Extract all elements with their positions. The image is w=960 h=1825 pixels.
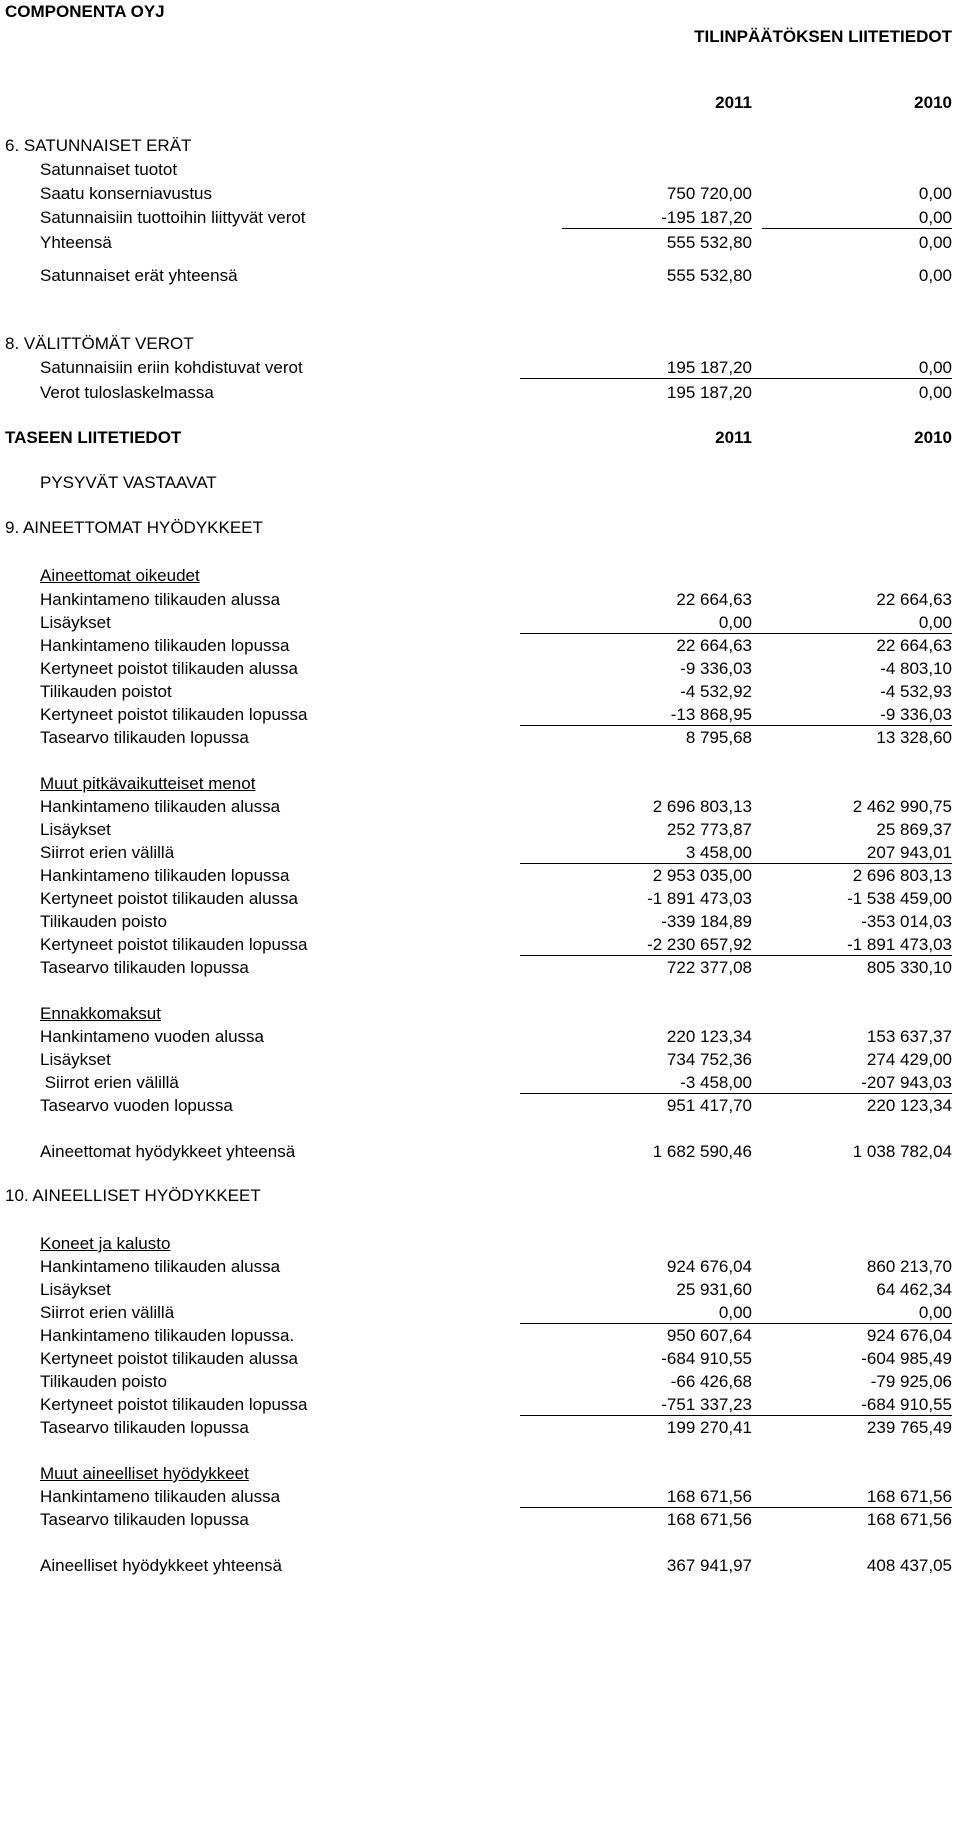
row-label: Hankintameno tilikauden alussa: [40, 590, 281, 609]
row-label: Kertyneet poistot tilikauden alussa: [40, 1349, 298, 1368]
row-value-2011: 924 676,04: [666, 1257, 752, 1276]
row-value-2010: 860 213,70: [866, 1257, 952, 1276]
row-value-2010: -684 910,55: [716, 1395, 952, 1416]
row-value-2010: -9 336,03: [716, 705, 952, 726]
row-value-2011: 195 187,20: [666, 383, 752, 402]
year-2011: 2011: [715, 93, 752, 112]
row-value-2011: 555 532,80: [666, 266, 752, 285]
row-value-2010: 0,00: [918, 266, 952, 285]
row-value-2010: 168 671,56: [866, 1510, 952, 1529]
row-value-2011: -339 184,89: [661, 912, 752, 931]
row-label: Tilikauden poisto: [40, 1372, 167, 1391]
section-8-title: 8. VÄLITTÖMÄT VEROT: [5, 334, 194, 353]
row-value-2011: 0,00: [520, 1303, 752, 1324]
row-label: Hankintameno tilikauden alussa: [40, 797, 281, 816]
row-label: Tasearvo tilikauden lopussa: [40, 728, 249, 747]
row-value-2011: 2 953 035,00: [652, 866, 752, 885]
row-label: Siirrot erien välillä: [40, 1303, 175, 1322]
group-heading: Aineettomat oikeudet: [40, 566, 200, 585]
total-label: Aineettomat hyödykkeet yhteensä: [40, 1142, 296, 1161]
row-label: Tasearvo tilikauden lopussa: [40, 1418, 249, 1437]
row-value-2011: -195 187,20: [562, 208, 752, 229]
company-name: COMPONENTA OYJ: [5, 2, 165, 21]
group-heading: Koneet ja kalusto: [40, 1234, 171, 1253]
row-value-2010: 2 696 803,13: [852, 866, 952, 885]
row-value-2011: -4 532,92: [680, 682, 752, 701]
row-value-2011: 722 377,08: [666, 958, 752, 977]
row-value-2010: 0,00: [918, 184, 952, 203]
row-value-2010: 25 869,37: [876, 820, 952, 839]
fixed-assets-heading: PYSYVÄT VASTAAVAT: [40, 473, 217, 492]
row-value-2011: 8 795,68: [685, 728, 752, 747]
row-value-2010: 22 664,63: [876, 636, 952, 655]
row-value-2011: -684 910,55: [661, 1349, 752, 1368]
row-value-2010: -207 943,03: [716, 1073, 952, 1094]
row-label: Lisäykset: [40, 1050, 111, 1069]
row-value-2010: -4 532,93: [880, 682, 952, 701]
row-label: Kertyneet poistot tilikauden lopussa: [40, 935, 308, 954]
row-value-2010: 153 637,37: [866, 1027, 952, 1046]
row-label: Lisäykset: [40, 820, 111, 839]
row-label: Hankintameno tilikauden lopussa: [40, 866, 290, 885]
row-value-2010: 207 943,01: [716, 843, 952, 864]
group-heading: Muut aineelliset hyödykkeet: [40, 1464, 249, 1483]
row-label: Lisäykset: [40, 613, 111, 632]
document-title: TILINPÄÄTÖKSEN LIITETIEDOT: [694, 27, 952, 46]
row-value-2010: 2 462 990,75: [852, 797, 952, 816]
row-value-2011: -9 336,03: [680, 659, 752, 678]
section-6-title: 6. SATUNNAISET ERÄT: [5, 136, 192, 155]
row-value-2010: 64 462,34: [876, 1280, 952, 1299]
row-value-2010: 168 671,56: [716, 1487, 952, 1508]
row-value-2010: 220 123,34: [866, 1096, 952, 1115]
row-value-2010: 0,00: [918, 233, 952, 252]
row-label: Kertyneet poistot tilikauden alussa: [40, 889, 298, 908]
balance-notes-title: TASEEN LIITETIEDOT: [5, 428, 182, 447]
row-value-2011: 199 270,41: [666, 1418, 752, 1437]
row-label: Tasearvo tilikauden lopussa: [40, 958, 249, 977]
row-value-2010: -1 891 473,03: [716, 935, 952, 956]
row-value-2010: 22 664,63: [876, 590, 952, 609]
row-label: Kertyneet poistot tilikauden alussa: [40, 659, 298, 678]
year-2010: 2010: [914, 93, 952, 112]
group-heading: Ennakkomaksut: [40, 1004, 161, 1023]
row-value-2011: -13 868,95: [520, 705, 752, 726]
row-value-2011: 168 671,56: [666, 1510, 752, 1529]
total-value-2010: 408 437,05: [866, 1556, 952, 1575]
section-6-subheading: Satunnaiset tuotot: [40, 160, 178, 179]
total-value-2010: 1 038 782,04: [852, 1142, 952, 1161]
row-label: Tasearvo vuoden lopussa: [40, 1096, 233, 1115]
row-value-2010: 0,00: [716, 613, 952, 634]
row-value-2010: 0,00: [918, 383, 952, 402]
row-value-2011: 750 720,00: [666, 184, 752, 203]
row-label: Kertyneet poistot tilikauden lopussa: [40, 1395, 308, 1414]
row-value-2011: -66 426,68: [670, 1372, 752, 1391]
row-value-2010: -604 985,49: [861, 1349, 952, 1368]
row-value-2011: -2 230 657,92: [520, 935, 752, 956]
row-label: Verot tuloslaskelmassa: [40, 383, 214, 402]
row-value-2010: 0,00: [762, 208, 952, 229]
row-value-2010: 0,00: [716, 1303, 952, 1324]
row-value-2011: 195 187,20: [520, 358, 752, 379]
row-label: Saatu konserniavustus: [40, 184, 212, 203]
row-label: Hankintameno vuoden alussa: [40, 1027, 264, 1046]
group-heading: Muut pitkävaikutteiset menot: [40, 774, 256, 793]
row-label: Satunnaisiin eriin kohdistuvat verot: [40, 358, 303, 377]
total-value-2011: 367 941,97: [666, 1556, 752, 1575]
row-value-2011: 22 664,63: [676, 590, 752, 609]
section-10-title: 10. AINEELLISET HYÖDYKKEET: [5, 1186, 261, 1205]
row-value-2010: -79 925,06: [870, 1372, 952, 1391]
row-value-2010: -4 803,10: [880, 659, 952, 678]
row-label: Hankintameno tilikauden lopussa.: [40, 1326, 295, 1345]
year-2010: 2010: [914, 428, 952, 447]
row-value-2011: 951 417,70: [666, 1096, 752, 1115]
row-value-2010: -1 538 459,00: [847, 889, 952, 908]
row-value-2011: 168 671,56: [520, 1487, 752, 1508]
row-label: Hankintameno tilikauden alussa: [40, 1487, 281, 1506]
section-9-title: 9. AINEETTOMAT HYÖDYKKEET: [5, 518, 263, 537]
row-label: Tasearvo tilikauden lopussa: [40, 1510, 249, 1529]
total-label: Aineelliset hyödykkeet yhteensä: [40, 1556, 282, 1575]
row-label: Siirrot erien välillä: [40, 843, 175, 862]
row-value-2011: 220 123,34: [666, 1027, 752, 1046]
row-value-2011: -1 891 473,03: [647, 889, 752, 908]
row-value-2011: -3 458,00: [520, 1073, 752, 1094]
row-value-2011: 252 773,87: [666, 820, 752, 839]
row-label: Lisäykset: [40, 1280, 111, 1299]
row-value-2011: 25 931,60: [676, 1280, 752, 1299]
row-label: Satunnaiset erät yhteensä: [40, 266, 238, 285]
row-value-2010: 239 765,49: [866, 1418, 952, 1437]
year-2011: 2011: [715, 428, 752, 447]
row-value-2011: 3 458,00: [520, 843, 752, 864]
row-value-2011: 0,00: [520, 613, 752, 634]
row-value-2011: 555 532,80: [666, 233, 752, 252]
row-value-2011: -751 337,23: [520, 1395, 752, 1416]
row-value-2010: 0,00: [716, 358, 952, 379]
row-label: Hankintameno tilikauden lopussa: [40, 636, 290, 655]
row-value-2010: -353 014,03: [861, 912, 952, 931]
total-value-2011: 1 682 590,46: [652, 1142, 752, 1161]
row-value-2011: 734 752,36: [666, 1050, 752, 1069]
row-label: Siirrot erien välillä: [40, 1073, 179, 1092]
row-label: Hankintameno tilikauden alussa: [40, 1257, 281, 1276]
row-label: Kertyneet poistot tilikauden lopussa: [40, 705, 308, 724]
row-value-2011: 22 664,63: [676, 636, 752, 655]
row-value-2010: 274 429,00: [866, 1050, 952, 1069]
row-label: Tilikauden poistot: [40, 682, 172, 701]
row-value-2011: 2 696 803,13: [652, 797, 752, 816]
row-value-2010: 13 328,60: [876, 728, 952, 747]
row-value-2010: 805 330,10: [866, 958, 952, 977]
row-label: Tilikauden poisto: [40, 912, 167, 931]
row-label: Yhteensä: [40, 233, 112, 252]
row-label: Satunnaisiin tuottoihin liittyvät verot: [40, 208, 306, 227]
row-value-2010: 924 676,04: [866, 1326, 952, 1345]
row-value-2011: 950 607,64: [666, 1326, 752, 1345]
